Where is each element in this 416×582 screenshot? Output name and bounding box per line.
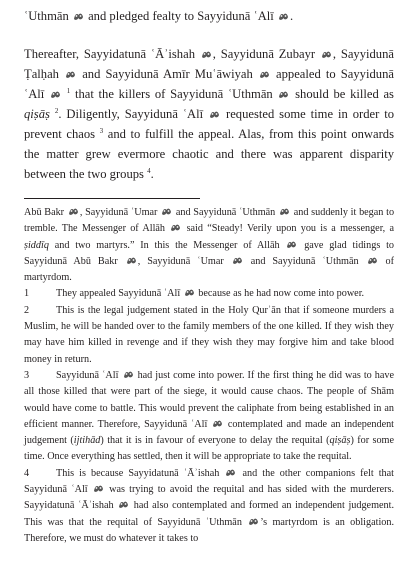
honorific-icon [68, 207, 79, 216]
text-run: should be killed as [295, 87, 394, 101]
text-run: contemplated and made an independent judgement ( [24, 418, 395, 447]
text-run: and Sayyidunā ʿUthmān [175, 207, 276, 218]
honorific-icon [126, 256, 137, 265]
italic-term: ṣiddīq [24, 239, 49, 251]
text-run: ’s martyrdom is an obligation. Therefore, we must do whatever it takes to [24, 516, 395, 544]
text-run: and pledged fealty to Sayyidunā ʿAlī [88, 9, 274, 23]
honorific-icon [225, 468, 236, 477]
text-run: gave glad tidings to Sayyidunā Abū Bakr [24, 239, 394, 267]
honorific-icon [123, 370, 134, 379]
text-run: ʿUthmān [24, 9, 69, 23]
footnote-number: 1 [24, 288, 30, 300]
footnote-ref-1: 1 [66, 86, 71, 95]
main-text [24, 6, 394, 184]
text-run: because as he had now come into power. [198, 288, 365, 300]
book-page [24, 0, 394, 547]
honorific-icon [93, 484, 104, 493]
honorific-icon [161, 207, 172, 216]
footnote-continuation [24, 205, 394, 286]
paragraph-1 [24, 6, 394, 26]
text-run: ) that it is in favour of everyone to delay the requital ( [100, 435, 330, 447]
text-run: and Sayyidunā Amīr Muʿāwiyah [82, 67, 253, 81]
honorific-icon [170, 223, 181, 232]
text-run: Thereafter, Sayyidatunā ʿĀʾishah [24, 47, 195, 61]
honorific-icon [209, 110, 220, 119]
text-run: ) for some time. Once everything has settled, then it will be appropriate to take the requital. [24, 435, 394, 463]
text-run: was trying to avoid the requital and has sided with the murderers. Sayyidatunā ʿĀʾishah [24, 484, 395, 512]
paragraph-2 [24, 44, 394, 184]
honorific-icon [118, 500, 129, 509]
italic-term: qiṣāṣ [24, 107, 50, 121]
text-run: and the other companions felt that Sayyidunā ʿAlī [24, 467, 395, 496]
footnote-divider [24, 198, 200, 199]
text-run: appealed to Sayyidunā ʿAlī [24, 67, 394, 101]
honorific-icon [278, 90, 289, 99]
honorific-icon [201, 50, 212, 59]
text-run: said “Steady! Verily upon you is a messenger, a [186, 223, 395, 235]
text-run: and two martyrs.” In this the Messenger of Allāh [54, 239, 280, 251]
footnote-number: 3 [24, 369, 30, 381]
text-run: , Sayyidunā Ṭalḥah [24, 47, 394, 81]
text-run: that the killers of Sayyidunā ʿUthmān [74, 87, 273, 101]
text-run: Abū Bakr [24, 207, 65, 218]
italic-term: ijtihād [73, 435, 101, 447]
footnote-number: 2 [24, 304, 30, 316]
honorific-icon [286, 240, 297, 249]
footnote-ref-3: 3 [99, 126, 104, 135]
footnote-2 [24, 303, 394, 368]
text-run: requested some time in order to prevent chaos [24, 107, 395, 141]
text-run: and suddenly it began to tremble. The Messenger of Allāh [24, 207, 395, 235]
text-run: , Sayyidunā ʿUmar [137, 255, 224, 267]
honorific-icon [65, 70, 76, 79]
footnote-3 [24, 368, 394, 466]
honorific-icon [212, 419, 223, 428]
honorific-icon [248, 517, 259, 526]
honorific-icon [278, 12, 289, 21]
footnote-ref-2: 2 [54, 106, 59, 115]
text-run: . [289, 9, 294, 23]
footnote-1 [24, 286, 394, 302]
honorific-icon [259, 70, 270, 79]
text-run: . Diligently, Sayyidunā ʿAlī [58, 107, 204, 121]
honorific-icon [73, 12, 84, 21]
text-run: Sayyidunā ʿAlī [56, 369, 119, 381]
honorific-icon [367, 256, 378, 265]
text-run: , Sayyidunā ʿUmar [79, 207, 158, 218]
text-run: had also contemplated and formed an independent judgement. This was that the requital of Sayyidunā ʿUthmān [24, 500, 394, 528]
text-run: and Sayyidunā ʿUthmān [250, 255, 359, 267]
text-run: of martyrdom. [24, 255, 395, 284]
honorific-icon [279, 207, 290, 216]
honorific-icon [321, 50, 332, 59]
text-run: This is the legal judgement stated in the Holy Qurʾān that if someone murders a Muslim, he will be handed over to the family members of the one killed. If they wish they may have him killed in revenge and if they wish they may forgive him and take blood money in return. [24, 304, 394, 365]
footnote-ref-4: 4 [147, 166, 151, 175]
honorific-icon [50, 90, 61, 99]
text-run: This is because Sayyidatunā ʿĀʾishah [56, 467, 220, 479]
footnote-number: 4 [24, 467, 30, 479]
text-run: had just come into power. If the first thing he did was to have all those killed that were part of the siege, it would cause chaos. The people of Shām would have come to battle. This would prevent the caliphate from being established in an efficient manner. Therefore, Sayyidunā ʿAlī [24, 369, 395, 430]
honorific-icon [232, 256, 243, 265]
footnotes [24, 205, 394, 547]
text-run: and to fulfill the appeal. Alas, from this point onwards the matter grew evermore chaotic and there was apparent disparity between the two groups [24, 127, 394, 181]
italic-term: qiṣāṣ [329, 435, 351, 447]
footnote-4 [24, 466, 394, 547]
text-run: , Sayyidunā Zubayr [212, 47, 316, 61]
text-run: They appealed Sayyidunā ʿAlī [56, 288, 181, 300]
text-run: . [150, 167, 154, 181]
honorific-icon [184, 288, 195, 297]
